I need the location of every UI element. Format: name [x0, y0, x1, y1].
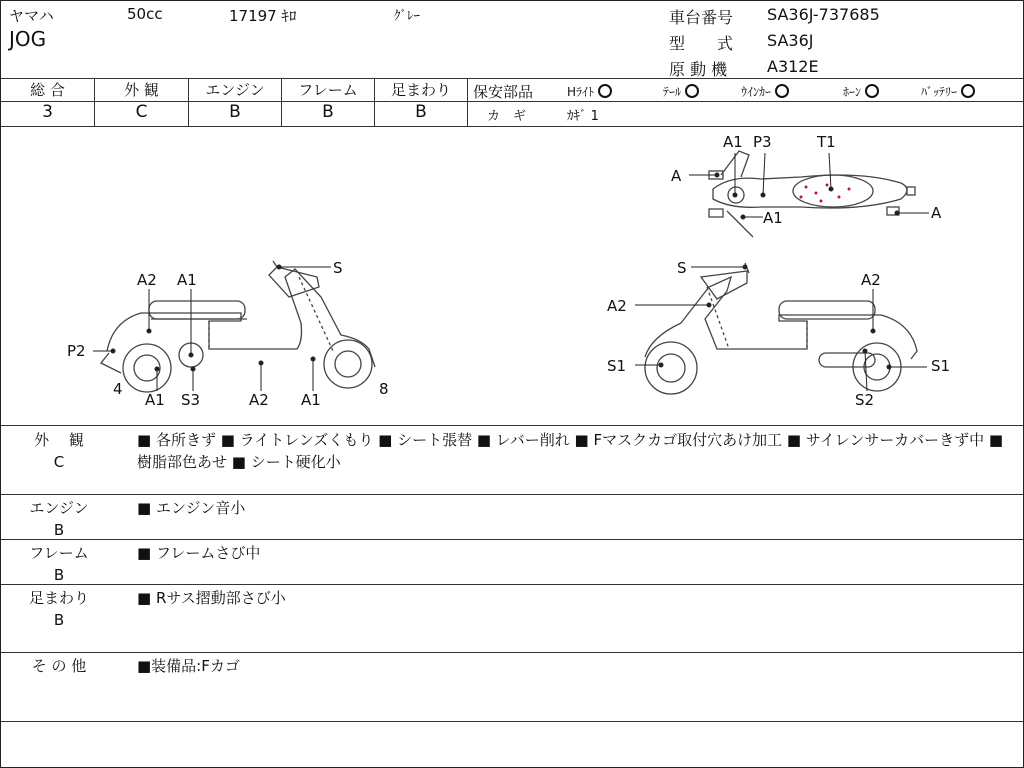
ok-circle-icon: [775, 84, 789, 98]
safety-item-battery: [921, 83, 975, 100]
model-name: JOG: [9, 27, 47, 51]
section-title: エンジン: [29, 499, 89, 517]
grade-frame: [282, 79, 374, 125]
damage-spots: [800, 184, 851, 203]
divider: [1, 584, 1023, 585]
grade-label: 足まわり: [390, 81, 451, 99]
label-left-a1: A1: [177, 271, 197, 289]
frame-no: SA36J-737685: [767, 5, 880, 24]
label-right-a2-left: A2: [607, 297, 627, 315]
safety-item-tail: [663, 83, 699, 100]
divider: [1, 425, 1023, 426]
section-title: そ の 他: [31, 657, 87, 675]
label-top-a1-bottom: A1: [763, 209, 783, 227]
label-right-a2-right: A2: [861, 271, 881, 289]
divider: [467, 78, 468, 126]
label-top-t1: T1: [817, 133, 836, 151]
section-title: 足まわり: [28, 589, 89, 607]
label-left-a2: A2: [137, 271, 157, 289]
divider: [1, 539, 1023, 540]
safety-label: 保安部品: [473, 83, 534, 101]
grade-label: フレーム: [298, 81, 358, 99]
safety-item-headlight: [567, 83, 612, 100]
engine-section-label: [11, 497, 107, 541]
label-left-8: 8: [379, 380, 389, 398]
type-label: 型 式: [669, 34, 734, 53]
label-top-p3: P3: [753, 133, 772, 151]
scooter-top-view: [709, 151, 915, 237]
grade-label: エンジン: [205, 81, 265, 99]
label-top-a-right: A: [931, 204, 942, 222]
other-section-label: [11, 655, 107, 677]
label-left-s: S: [333, 259, 343, 277]
label-left-4: 4: [113, 380, 123, 398]
safety-item-label: ｳｲﾝｶｰ: [741, 85, 772, 99]
grade-value: B: [322, 102, 334, 122]
grade-value: B: [415, 102, 427, 122]
damage-diagram: [1, 127, 1023, 425]
suspension-remarks: ■ Rサス摺動部さび小: [137, 589, 286, 607]
engine-value: A312E: [767, 57, 819, 76]
label-right-s1-right: S1: [931, 357, 951, 375]
grade-overall: [1, 79, 94, 125]
label-left-s3: S3: [181, 391, 201, 409]
label-right-s1-left: S1: [607, 357, 627, 375]
engine-label: 原 動 機: [669, 60, 728, 79]
section-grade: B: [53, 566, 65, 584]
grade-exterior: [95, 79, 188, 125]
ok-circle-icon: [865, 84, 879, 98]
divider: [1, 494, 1023, 495]
safety-item-label: ﾊﾞｯﾃﾘｰ: [921, 85, 958, 99]
label-left-a1-c: A1: [301, 391, 321, 409]
ok-circle-icon: [685, 84, 699, 98]
displacement: 50cc: [127, 5, 163, 23]
mileage: 17197 ｷﾛ: [229, 7, 297, 25]
ok-circle-icon: [961, 84, 975, 98]
safety-item-label: ﾎｰﾝ: [843, 85, 862, 99]
grade-suspension: [375, 79, 467, 125]
grade-value: 3: [42, 102, 53, 122]
section-title: フレーム: [29, 544, 89, 562]
label-right-s2: S2: [855, 391, 875, 409]
frame-no-label: 車台番号: [669, 8, 734, 27]
grade-label: 外 観: [124, 81, 159, 99]
label-top-a1: A1: [723, 133, 743, 151]
section-grade: B: [53, 611, 65, 629]
label-right-s: S: [677, 259, 687, 277]
color: ｸﾞﾚｰ: [394, 9, 420, 24]
label-left-a2-b: A2: [249, 391, 269, 409]
key-value: ｶｷﾞ 1: [567, 109, 599, 124]
safety-item-label: ﾃｰﾙ: [663, 85, 682, 99]
grade-engine: [189, 79, 281, 125]
divider: [467, 101, 1023, 102]
label-top-a-left: A: [671, 167, 682, 185]
section-grade: C: [53, 453, 65, 471]
ok-circle-icon: [598, 84, 612, 98]
grade-value: B: [229, 102, 241, 122]
divider: [1, 652, 1023, 653]
key-label: カ ギ: [487, 109, 527, 124]
exterior-label: [11, 429, 107, 473]
engine-remarks: ■ エンジン音小: [137, 499, 246, 517]
divider: [1, 721, 1023, 722]
safety-item-label: Hﾗｲﾄ: [567, 85, 595, 99]
grade-label: 総 合: [30, 81, 65, 99]
section-grade: B: [53, 521, 65, 539]
frame-section-label: [11, 542, 107, 586]
maker: ヤマハ: [9, 7, 54, 25]
section-title: 外 観: [34, 431, 84, 449]
other-remarks: ■装備品:Fカゴ: [137, 657, 240, 675]
safety-item-horn: [843, 83, 879, 100]
frame-remarks: ■ フレームさび中: [137, 544, 261, 562]
suspension-section-label: [11, 587, 107, 631]
exterior-remarks: ■ 各所きず ■ ライトレンズくもり ■ シート張替 ■ レバー削れ ■ Fマスクカゴ取付穴あけ加工 ■ サイレンサーカバーきず中 ■ 樹脂部色あせ ■ シート硬化小: [137, 431, 1004, 471]
type-value: SA36J: [767, 31, 814, 50]
label-left-a1-b: A1: [145, 391, 165, 409]
label-left-p2: P2: [67, 342, 86, 360]
grade-value: C: [135, 102, 148, 122]
safety-item-winker: [741, 83, 789, 100]
